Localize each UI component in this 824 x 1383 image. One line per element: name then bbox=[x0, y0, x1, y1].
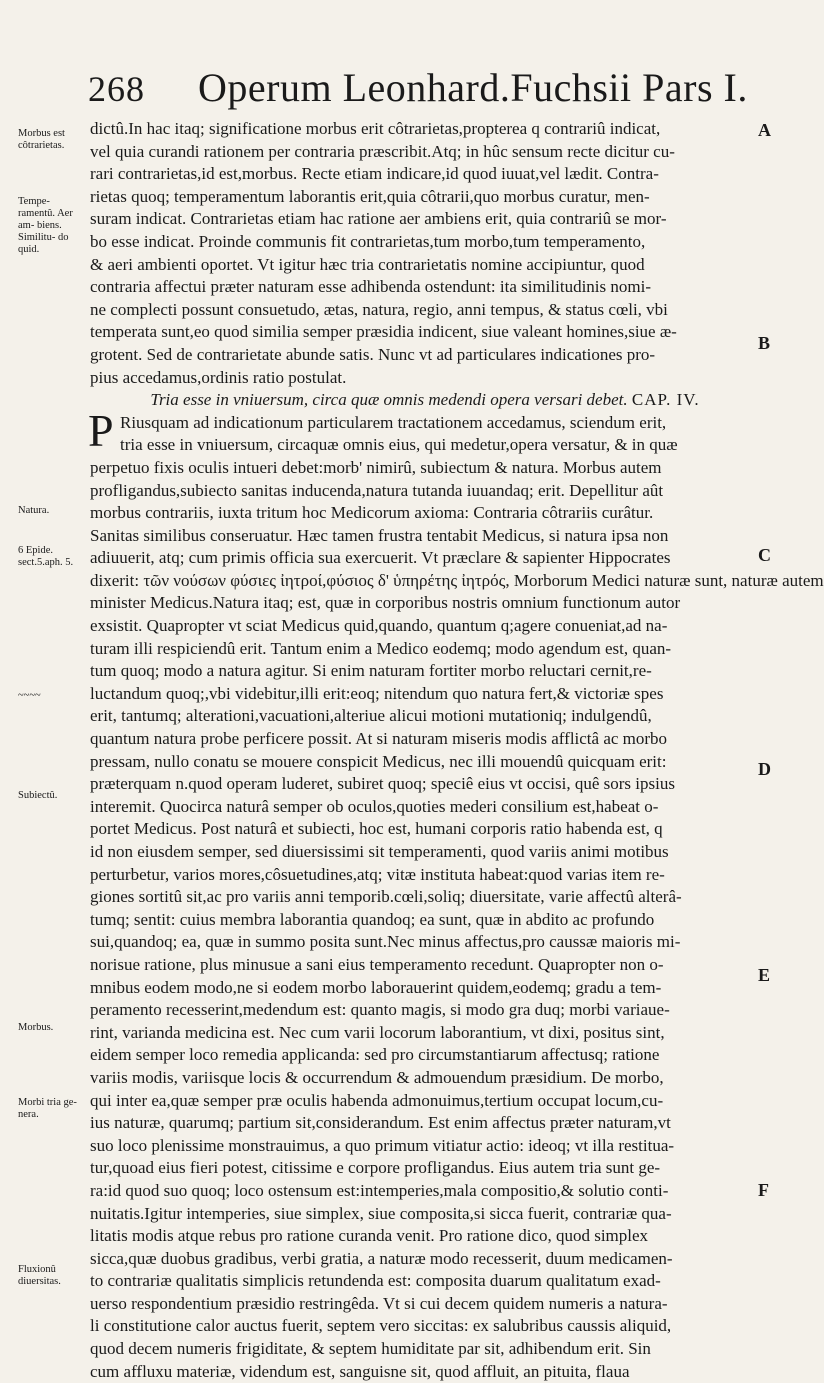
text-line: erit, tantumq; alterationi,vacuationi,alteriue alicui motioni mutationiq; indulgendû, bbox=[90, 706, 652, 726]
text-line: sui,quandoq; ea, quæ in summo posita sunt.Nec minus affectus,pro caussæ maioris mi- bbox=[90, 932, 681, 952]
text-line: perturbetur, varios mores,côsuetudines,atq; vitæ instituta habeat:quod varias item re- bbox=[90, 864, 665, 884]
text-line: ne complecti possunt consuetudo, ætas, natura, regio, anni tempus, & status cœli, vbi bbox=[90, 299, 668, 319]
margin-note: ~~~~ bbox=[18, 690, 41, 701]
text-line: pressam, nullo conatu se mouere conspicit Medicus, nec illi mouendû quicquam erit: bbox=[90, 751, 667, 771]
section-letter: A bbox=[758, 120, 771, 140]
chapter-title bbox=[90, 389, 760, 412]
text-line: præterquam n.quod operam luderet, subiret quoq; speciê eius vt occisi, quê sors ipsius bbox=[90, 774, 675, 794]
text-line: dictû.In hac itaq; significatione morbus erit côtrarietas,propterea q contrariû indicat, bbox=[90, 119, 661, 138]
text-line: tria esse in vniuersum, circaquæ omnis eius, qui medetur,opera versatur, & in quæ bbox=[120, 435, 678, 455]
margin-note: Morbi tria ge- nera. bbox=[18, 1097, 77, 1120]
section-letter: C bbox=[758, 545, 771, 565]
text-line: turam illi respiciendû erit. Tantum enim a Medico eodemq; modo agendum est, quan- bbox=[90, 638, 672, 658]
text-line: quantum natura probe perficere possit. At si naturam miseris modis afflictâ ac morbo bbox=[90, 729, 668, 749]
text-line: tumq; sentit: cuius membra laborantia quandoq; ea sunt, quæ in abdito ac profundo bbox=[90, 909, 655, 929]
text-line: profligandus,subiecto sanitas inducenda,natura tutanda iuuandaq; erit. Depellitur aût bbox=[90, 480, 664, 500]
margin-note: Tempe- ramentû. Aer am- biens. Similitu- do quid. bbox=[18, 196, 73, 255]
text-line: temperata sunt,eo quod similia semper præsidia indicent, siue valeant homines,siue æ- bbox=[90, 322, 677, 342]
text-line: minister Medicus.Natura itaq; est, quæ in corporibus nostris omnium functionum autor bbox=[90, 593, 681, 613]
text-line: nuitatis.Igitur intemperies, siue simplex, siue composita,si sicca fuerit, contrariæ qua- bbox=[90, 1203, 672, 1223]
text-line: ius naturæ, quarumq; partium sit,considerandum. Est enim affectus præter naturam,vt bbox=[90, 1113, 671, 1133]
text-line: uerso respondentium præsidio restringêda. Vt si cui decem quidem numeris a natura- bbox=[90, 1293, 668, 1313]
text-line: luctandum quoq;,vbi videbitur,illi erit:eoq; nitendum quo natura fert,& victoriæ spes bbox=[90, 683, 664, 703]
text-line: qui inter ea,quæ semper præ oculis habenda admonuimus,tertium occupat locum,cu- bbox=[90, 1090, 664, 1110]
text-line: rari contrarietas,id est,morbus. Recte etiam indicare,id quod iuuat,vel lædit. Contra- bbox=[90, 164, 659, 184]
text-line: grotent. Sed de contrarietate abunde satis. Nunc vt ad particulares indicationes pro- bbox=[90, 344, 656, 364]
text-line: quod decem numeris frigiditate, & septem humiditate par sit, adhibendum erit. Sin bbox=[90, 1339, 651, 1359]
text-line: & aeri ambienti oportet. Vt igitur hæc tria contrarietatis nomine accipiuntur, quod bbox=[90, 254, 645, 274]
section-letter: F bbox=[758, 1180, 769, 1200]
text-line: contraria affectui præter naturam esse adhibenda ostendunt: ita similitudinis nomi- bbox=[90, 277, 652, 297]
text-line: giones sortitû sit,ac pro variis anni temporib.cœli,soliq; diuersitate, varie affectû alterâ- bbox=[90, 887, 682, 907]
text-line: suo loco plenissime monstrauimus, a quo primum vitiatur actio: ideoq; vt illa restitua- bbox=[90, 1135, 675, 1155]
margin-note: Fluxionû diuersitas. bbox=[18, 1264, 61, 1287]
text-line: id non eiusdem semper, sed diuersissimi sit temperamenti, quod variis animi motibus bbox=[90, 842, 669, 861]
text-line: ra:id quod suo quoq; loco ostensum est:intemperies,mala compositio,& solutio conti- bbox=[90, 1180, 669, 1200]
text-line-content: Riusquam ad indicationum particularem tractationem accedamus, sciendum erit, bbox=[120, 412, 667, 432]
text-line: tum quoq; modo a natura agitur. Si enim naturam fortiter morbo reluctari cernit,re- bbox=[90, 661, 652, 681]
text-line: pius accedamus,ordinis ratio postulat. bbox=[90, 367, 347, 387]
chapter-title-text: Tria esse in vniuersum, circa quæ omnis medendi opera versari debet. bbox=[150, 390, 628, 410]
drop-cap: P bbox=[88, 404, 114, 456]
section-letter: D bbox=[758, 759, 771, 779]
text-line: vel quia curandi rationem per contraria præscribit.Atq; in hûc sensum recte dicitur cu- bbox=[90, 141, 675, 161]
text-line: to contrariæ qualitatis simplicis retundenda est: composita duarum qualitatum exad- bbox=[90, 1271, 661, 1291]
margin-note: Natura. bbox=[18, 505, 50, 516]
text-line: exsistit. Quapropter vt sciat Medicus quid,quando, quantum q;agere conueniat,ad na- bbox=[90, 616, 668, 636]
running-title: Operum Leonhard.Fuchsii Pars I. bbox=[198, 65, 748, 110]
text-line: portet Medicus. Post naturâ et subiecti, hoc est, humani corporis ratio habenda est, q bbox=[90, 819, 663, 839]
margin-note: Morbus. bbox=[18, 1022, 54, 1033]
chapter-number: CAP. IV. bbox=[631, 390, 700, 410]
text-line: cum affluxu materiæ, videndum est, sanguisne sit, quod affluit, an pituita, flaua bbox=[90, 1361, 630, 1381]
text-line: norisue ratione, plus minusue a sani eius temperamento recedunt. Quapropter non o- bbox=[90, 954, 664, 974]
text-line: perpetuo fixis oculis intueri debet:morb' nimirû, subiectum & natura. Morbus autem bbox=[90, 457, 662, 477]
text-line: dixerit: τῶν νούσων φύσιες ἰητροί,φύσιος δ' ὑπηρέτης ἰητρός, Morborum Medici naturæ sunt, naturæ autem bbox=[90, 570, 824, 590]
text-line: suram indicat. Contrarietas etiam hac ratione aer ambiens erit, quia contrariû se mor- bbox=[90, 209, 667, 229]
page-header bbox=[88, 62, 748, 114]
text-line: mnibus eodem modo,ne si eodem morbo laborauerint quidem,eodemq; gradu a tem- bbox=[90, 977, 662, 997]
section-letter: B bbox=[758, 333, 771, 353]
text-line: morbus contrariis, iuxta tritum hoc Medicorum axioma: Contraria côtrariis curâtur. bbox=[90, 503, 654, 523]
text-line: peramento recesserint,medendum est: quanto magis, si modo gra duq; morbi variaue- bbox=[90, 1000, 670, 1020]
text-line: interemit. Quocirca naturâ semper ob oculos,quoties mederi consilium est,habeat o- bbox=[90, 796, 659, 816]
margin-note: Subiectû. bbox=[18, 790, 58, 801]
text-line: litatis modis atque rebus pro ratione curanda venit. Pro ratione dico, quod simplex bbox=[90, 1226, 649, 1246]
text-line: li constitutione calor auctus fuerit, septem vero siccitas: ex salubribus caussis aliquid, bbox=[90, 1316, 672, 1336]
margin-note: 6 Epide. sect.5.aph. 5. bbox=[18, 545, 74, 568]
text-line: Sanitas similibus conseruatur. Hæc tamen frustra tentabit Medicus, si natura ipsa non bbox=[90, 525, 669, 545]
text-line: rint, varianda medicina est. Nec cum varii locorum laborantium, vt dixi, positus sint, bbox=[90, 1022, 665, 1042]
text-line: sicca,quæ duobus gradibus, verbi gratia, a naturæ modo recesserit, duum medicamen- bbox=[90, 1248, 673, 1268]
main-text bbox=[88, 118, 824, 1383]
section-letter: E bbox=[758, 965, 771, 985]
text-line: adiuuerit, atq; cum primis officia sua exercuerit. Vt præclare & sapienter Hippocrates bbox=[90, 548, 671, 568]
margin-note: Morbus est côtrarietas. bbox=[18, 128, 65, 151]
text-line: tur,quoad eius fieri potest, citissime e corpore profligandus. Eius autem tria sunt ge- bbox=[90, 1158, 661, 1178]
text-line: variis modis, variisque locis & occurrendum & admouendum præsidium. De morbo, bbox=[90, 1067, 664, 1087]
text-line: bo esse indicat. Proinde communis fit contrarietas,tum morbo,tum temperamento, bbox=[90, 231, 646, 251]
text-line: eidem semper loco remedia applicanda: sed pro circumstantiarum affectusq; ratione bbox=[90, 1045, 660, 1065]
text-line: rietas quoq; temperamentum laborantis erit,quia côtrarii,quo morbus curatur, men- bbox=[90, 186, 650, 206]
page-number: 268 bbox=[88, 69, 145, 109]
